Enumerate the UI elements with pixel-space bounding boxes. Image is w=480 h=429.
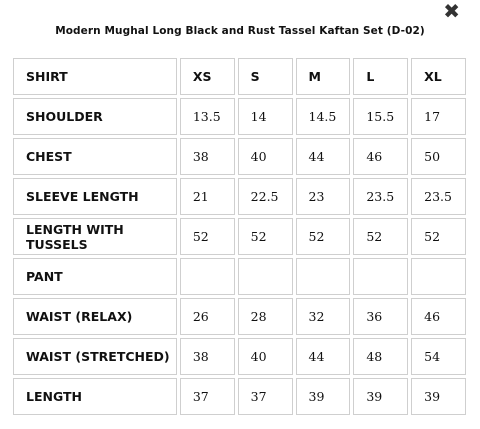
row-label: WAIST (RELAX) <box>13 298 177 335</box>
measurement-cell: 44 <box>296 338 351 375</box>
measurement-cell: 46 <box>353 138 408 175</box>
measurement-cell: 52 <box>353 218 408 255</box>
measurement-cell: 40 <box>238 338 293 375</box>
header-cell-size: S <box>238 58 293 95</box>
size-chart-table <box>10 55 469 418</box>
measurement-cell: 39 <box>296 378 351 415</box>
table-row <box>13 98 466 135</box>
measurement-cell <box>353 258 408 295</box>
row-label: PANT <box>13 258 177 295</box>
measurement-cell: 52 <box>296 218 351 255</box>
table-row <box>13 138 466 175</box>
measurement-cell: 52 <box>238 218 293 255</box>
measurement-cell: 52 <box>411 218 466 255</box>
measurement-cell: 36 <box>353 298 408 335</box>
measurement-cell: 52 <box>180 218 235 255</box>
measurement-cell: 54 <box>411 338 466 375</box>
measurement-cell <box>411 258 466 295</box>
measurement-cell: 15.5 <box>353 98 408 135</box>
measurement-cell: 38 <box>180 338 235 375</box>
row-label: LENGTH WITH TUSSELS <box>13 218 177 255</box>
measurement-cell: 26 <box>180 298 235 335</box>
page-title: Modern Mughal Long Black and Rust Tassel Kaftan Set (D-02) <box>55 25 425 37</box>
measurement-cell: 37 <box>238 378 293 415</box>
measurement-cell <box>296 258 351 295</box>
row-label: SHOULDER <box>13 98 177 135</box>
table-row <box>13 378 466 415</box>
table-row <box>13 218 466 255</box>
table-row <box>13 298 466 335</box>
header-cell-size: L <box>353 58 408 95</box>
measurement-cell: 28 <box>238 298 293 335</box>
measurement-cell: 23.5 <box>411 178 466 215</box>
header-cell-size: M <box>296 58 351 95</box>
measurement-cell: 40 <box>238 138 293 175</box>
measurement-cell: 14.5 <box>296 98 351 135</box>
measurement-cell: 21 <box>180 178 235 215</box>
header-cell-size: XS <box>180 58 235 95</box>
measurement-cell <box>180 258 235 295</box>
measurement-cell: 14 <box>238 98 293 135</box>
measurement-cell: 44 <box>296 138 351 175</box>
measurement-cell: 37 <box>180 378 235 415</box>
table-row <box>13 338 466 375</box>
table-header-row <box>13 58 466 95</box>
row-label: LENGTH <box>13 378 177 415</box>
measurement-cell: 22.5 <box>238 178 293 215</box>
measurement-cell: 39 <box>353 378 408 415</box>
measurement-cell: 17 <box>411 98 466 135</box>
row-label: WAIST (STRETCHED) <box>13 338 177 375</box>
table-row <box>13 178 466 215</box>
measurement-cell: 48 <box>353 338 408 375</box>
measurement-cell <box>238 258 293 295</box>
measurement-cell: 23 <box>296 178 351 215</box>
measurement-cell: 50 <box>411 138 466 175</box>
header-cell-shirt: SHIRT <box>13 58 177 95</box>
close-icon[interactable]: ✖ <box>443 0 460 23</box>
header-cell-size: XL <box>411 58 466 95</box>
measurement-cell: 13.5 <box>180 98 235 135</box>
measurement-cell: 39 <box>411 378 466 415</box>
row-label: CHEST <box>13 138 177 175</box>
row-label: SLEEVE LENGTH <box>13 178 177 215</box>
measurement-cell: 32 <box>296 298 351 335</box>
measurement-cell: 38 <box>180 138 235 175</box>
measurement-cell: 23.5 <box>353 178 408 215</box>
table-row <box>13 258 466 295</box>
measurement-cell: 46 <box>411 298 466 335</box>
